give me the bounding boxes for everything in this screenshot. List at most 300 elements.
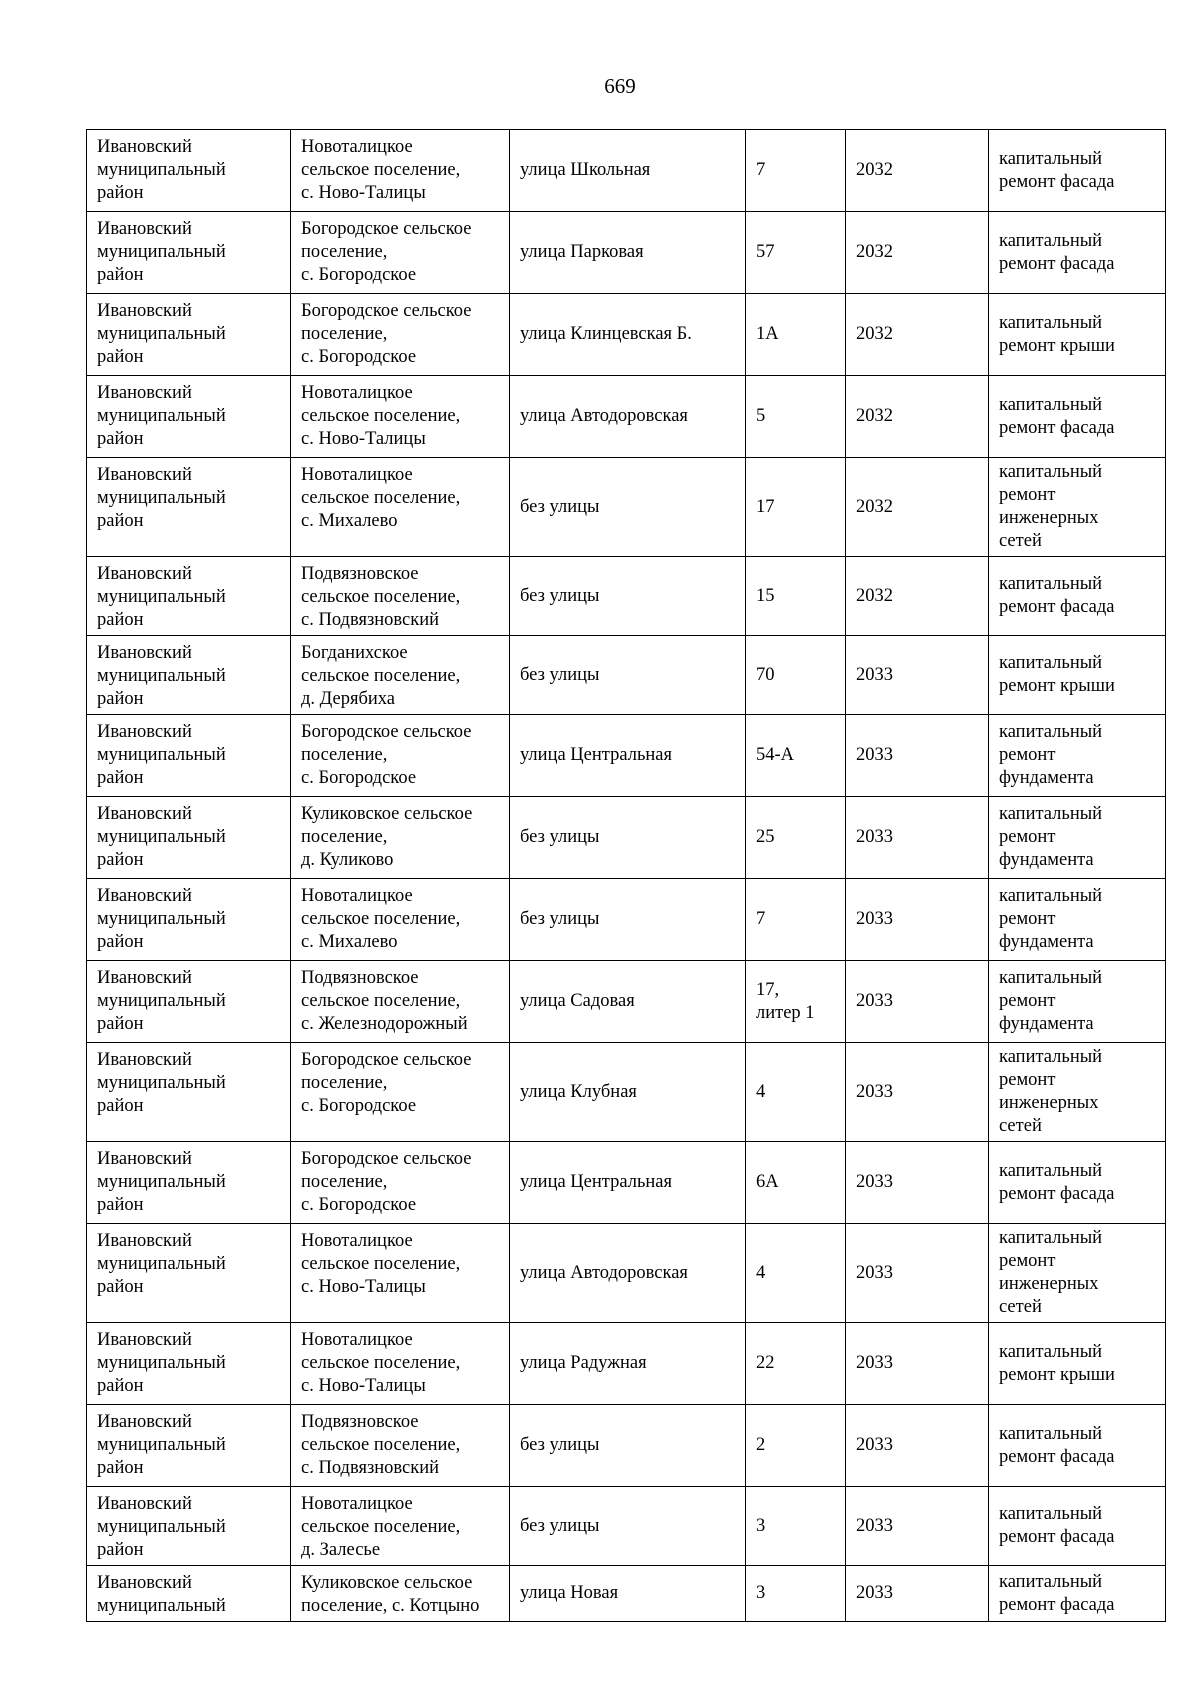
settlement-cell [291, 961, 510, 1043]
district-cell [87, 961, 291, 1043]
street-cell [510, 636, 746, 715]
district-cell-line: муниципальный [97, 587, 226, 607]
district-cell [87, 715, 291, 797]
district-cell [87, 1142, 291, 1224]
work-type-cell [989, 1224, 1166, 1323]
settlement-cell [291, 212, 510, 294]
table-row [87, 1487, 1166, 1566]
street-cell [510, 1224, 746, 1323]
district-cell-line: Ивановский [97, 137, 192, 157]
table-row [87, 458, 1166, 557]
district-cell [87, 1566, 291, 1622]
district-cell-line: Ивановский [97, 1494, 192, 1514]
street-cell-text: улица Радужная [520, 1353, 647, 1373]
district-cell-line: Ивановский [97, 722, 192, 742]
records-table [86, 129, 1166, 1622]
house-number-cell-text: 70 [756, 664, 775, 685]
settlement-cell-line: поселение, [301, 827, 388, 847]
work-type-cell [989, 961, 1166, 1043]
house-number-cell-text: 6А [756, 1172, 779, 1192]
street-cell-text: улица Центральная [520, 745, 673, 765]
work-type-cell [989, 1566, 1166, 1622]
year-cell-text: 2033 [856, 1353, 893, 1373]
settlement-cell-line: Подвязновское [301, 968, 419, 988]
street-cell [510, 961, 746, 1043]
street-cell-text: улица Парковая [520, 242, 644, 262]
district-cell-line: муниципальный [97, 1172, 226, 1192]
year-cell [846, 961, 989, 1043]
settlement-cell [291, 1043, 510, 1142]
year-cell-text: 2033 [856, 664, 893, 685]
settlement-cell-line: д. Куликово [301, 850, 394, 870]
table-row [87, 1224, 1166, 1323]
year-cell [846, 1323, 989, 1405]
house-number-cell [746, 557, 846, 636]
street-cell [510, 1405, 746, 1487]
house-number-cell-text: 15 [756, 585, 775, 606]
settlement-cell [291, 557, 510, 636]
street-cell-text: улица Школьная [520, 160, 651, 180]
settlement-cell-line: сельское поселение, [301, 406, 461, 426]
records-body [87, 130, 1166, 1622]
district-cell-line: муниципальный [97, 745, 226, 765]
work-type-cell-text: капитальный ремонт фундамента [999, 722, 1103, 788]
district-cell-line: район [97, 1195, 144, 1215]
district-cell-line: Ивановский [97, 1330, 192, 1350]
settlement-cell-line: с. Михалево [301, 511, 398, 531]
year-cell [846, 636, 989, 715]
district-cell-line: муниципальный [97, 1353, 226, 1373]
settlement-cell [291, 715, 510, 797]
district-cell [87, 1224, 291, 1323]
table-row [87, 376, 1166, 458]
house-number-cell [746, 1566, 846, 1622]
district-cell-line: район [97, 511, 144, 531]
district-cell [87, 797, 291, 879]
house-number-cell [746, 1224, 846, 1323]
district-cell-line: муниципальный [97, 1596, 226, 1616]
page-number: 669 [604, 74, 636, 98]
settlement-cell-line: с. Ново-Талицы [301, 429, 426, 449]
house-number-cell [746, 1142, 846, 1224]
house-number-cell [746, 1487, 846, 1566]
settlement-cell-line: сельское поселение, [301, 160, 461, 180]
table-row [87, 1566, 1166, 1622]
settlement-cell-line: Куликовское сельское [301, 804, 473, 824]
year-cell [846, 1142, 989, 1224]
district-cell-line: район [97, 1458, 144, 1478]
district-cell [87, 1487, 291, 1566]
house-number-cell [746, 715, 846, 797]
street-cell-text: без улицы [520, 909, 600, 929]
settlement-cell-line: сельское поселение, [301, 1254, 461, 1274]
district-cell [87, 1043, 291, 1142]
year-cell-text: 2033 [856, 909, 893, 929]
house-number-cell-text: 54-А [756, 745, 795, 765]
district-cell-line: муниципальный [97, 1517, 226, 1537]
street-cell-text: улица Клубная [520, 1081, 637, 1102]
house-number-cell [746, 376, 846, 458]
district-cell-line: район [97, 610, 144, 630]
street-cell-text: без улицы [520, 1515, 600, 1536]
district-cell-line: район [97, 1096, 144, 1116]
street-cell [510, 1142, 746, 1224]
settlement-cell-line: с. Михалево [301, 932, 398, 952]
settlement-cell [291, 879, 510, 961]
work-type-cell-text: капитальный ремонт фундамента [999, 968, 1103, 1034]
table-row [87, 879, 1166, 961]
district-cell-line: Ивановский [97, 1412, 192, 1432]
work-type-cell-text: капитальный ремонт фасада [999, 1504, 1115, 1547]
house-number-cell [746, 294, 846, 376]
table-row [87, 1142, 1166, 1224]
street-cell [510, 1566, 746, 1622]
year-cell [846, 1405, 989, 1487]
table-row [87, 636, 1166, 715]
district-cell [87, 1323, 291, 1405]
year-cell [846, 376, 989, 458]
district-cell [87, 879, 291, 961]
district-cell [87, 636, 291, 715]
settlement-cell-line: сельское поселение, [301, 909, 461, 929]
settlement-cell-line: поселение, [301, 745, 388, 765]
year-cell-text: 2032 [856, 160, 893, 180]
settlement-cell [291, 294, 510, 376]
district-cell-line: муниципальный [97, 991, 226, 1011]
year-cell-text: 2032 [856, 324, 893, 344]
table-row [87, 715, 1166, 797]
settlement-cell-line: Богданихское [301, 643, 408, 663]
street-cell [510, 458, 746, 557]
district-cell-line: муниципальный [97, 666, 226, 686]
work-type-cell-text: капитальный ремонт крыши [999, 1341, 1115, 1385]
settlement-cell-line: Куликовское сельское [301, 1573, 473, 1593]
street-cell-text: без улицы [520, 496, 600, 517]
district-cell [87, 557, 291, 636]
district-cell-line: район [97, 932, 144, 952]
street-cell [510, 557, 746, 636]
house-number-cell-text: 7 [756, 909, 766, 929]
settlement-cell [291, 376, 510, 458]
street-cell [510, 376, 746, 458]
house-number-cell-text: 25 [756, 827, 775, 847]
street-cell-text: улица Садовая [520, 991, 635, 1011]
settlement-cell-line: Богородское сельское [301, 1050, 472, 1070]
year-cell-text: 2033 [856, 1435, 893, 1455]
year-cell-text: 2033 [856, 1262, 893, 1283]
district-cell-line: муниципальный [97, 909, 226, 929]
settlement-cell [291, 636, 510, 715]
house-number-cell-text: 57 [756, 242, 775, 262]
year-cell [846, 212, 989, 294]
settlement-cell-line: Новоталицкое [301, 465, 413, 485]
year-cell [846, 557, 989, 636]
settlement-cell-line: с. Ново-Талицы [301, 183, 426, 203]
district-cell-line: муниципальный [97, 242, 226, 262]
settlement-cell-line: д. Дерябиха [301, 689, 396, 709]
district-cell-line: район [97, 1014, 144, 1034]
settlement-cell-line: Новоталицкое [301, 1494, 413, 1514]
work-type-cell [989, 294, 1166, 376]
settlement-cell-line: Новоталицкое [301, 886, 413, 906]
district-cell-line: район [97, 1277, 144, 1297]
house-number-cell-text: 1А [756, 324, 779, 344]
settlement-cell [291, 1566, 510, 1622]
settlement-cell-line: сельское поселение, [301, 991, 461, 1011]
street-cell-text: улица Автодоровская [520, 406, 688, 426]
settlement-cell-line: с. Богородское [301, 265, 417, 285]
street-cell-text: без улицы [520, 827, 600, 847]
table-row [87, 212, 1166, 294]
district-cell [87, 458, 291, 557]
settlement-cell-line: Новоталицкое [301, 1231, 413, 1251]
house-number-cell-text: 17 [756, 496, 775, 517]
house-number-cell-text: 3 [756, 1515, 766, 1536]
settlement-cell-line: с. Богородское [301, 347, 417, 367]
work-type-cell [989, 715, 1166, 797]
work-type-cell-text: капитальный ремонт инженерных сетей [999, 462, 1103, 551]
district-cell-line: Ивановский [97, 1231, 192, 1251]
house-number-cell-text: 7 [756, 160, 766, 180]
year-cell [846, 1224, 989, 1323]
house-number-cell-text: 22 [756, 1353, 775, 1373]
house-number-cell-text: 3 [756, 1583, 766, 1603]
settlement-cell [291, 458, 510, 557]
settlement-cell-line: с. Ново-Талицы [301, 1376, 426, 1396]
district-cell-line: район [97, 1376, 144, 1396]
settlement-cell [291, 797, 510, 879]
district-cell-line: район [97, 850, 144, 870]
district-cell-line: муниципальный [97, 827, 226, 847]
district-cell [87, 212, 291, 294]
work-type-cell [989, 1043, 1166, 1142]
house-number-cell-text: 17, литер 1 [756, 979, 815, 1023]
street-cell [510, 130, 746, 212]
house-number-cell [746, 797, 846, 879]
settlement-cell-line: с. Железнодорожный [301, 1014, 468, 1034]
settlement-cell-line: сельское поселение, [301, 666, 461, 686]
table-row [87, 1323, 1166, 1405]
work-type-cell [989, 376, 1166, 458]
house-number-cell-text: 4 [756, 1081, 766, 1102]
year-cell [846, 1043, 989, 1142]
district-cell-line: Ивановский [97, 643, 192, 663]
house-number-cell [746, 1043, 846, 1142]
district-cell-line: район [97, 347, 144, 367]
settlement-cell-line: с. Подвязновский [301, 610, 440, 630]
settlement-cell-line: Новоталицкое [301, 137, 413, 157]
house-number-cell [746, 961, 846, 1043]
work-type-cell [989, 557, 1166, 636]
year-cell-text: 2033 [856, 1515, 893, 1536]
district-cell-line: Ивановский [97, 1149, 192, 1169]
district-cell-line: район [97, 429, 144, 449]
year-cell [846, 715, 989, 797]
district-cell-line: муниципальный [97, 406, 226, 426]
work-type-cell-text: капитальный ремонт фасада [999, 148, 1115, 192]
table-row [87, 797, 1166, 879]
table-row [87, 961, 1166, 1043]
settlement-cell-line: сельское поселение, [301, 488, 461, 508]
street-cell-text: без улицы [520, 664, 600, 685]
settlement-cell [291, 1405, 510, 1487]
year-cell-text: 2032 [856, 496, 893, 517]
settlement-cell-line: Богородское сельское [301, 722, 472, 742]
year-cell-text: 2033 [856, 827, 893, 847]
street-cell [510, 1323, 746, 1405]
district-cell-line: муниципальный [97, 1435, 226, 1455]
work-type-cell [989, 1487, 1166, 1566]
work-type-cell-text: капитальный ремонт крыши [999, 653, 1115, 696]
district-cell-line: район [97, 689, 144, 709]
settlement-cell-line: Богородское сельское [301, 219, 472, 239]
district-cell-line: Ивановский [97, 383, 192, 403]
district-cell [87, 1405, 291, 1487]
settlement-cell-line: сельское поселение, [301, 1435, 461, 1455]
house-number-cell [746, 458, 846, 557]
work-type-cell-text: капитальный ремонт инженерных сетей [999, 1047, 1103, 1136]
street-cell [510, 879, 746, 961]
table-row [87, 557, 1166, 636]
district-cell-line: Ивановский [97, 804, 192, 824]
district-cell-line: муниципальный [97, 1073, 226, 1093]
work-type-cell-text: капитальный ремонт фасада [999, 1423, 1115, 1467]
house-number-cell [746, 1323, 846, 1405]
year-cell [846, 879, 989, 961]
settlement-cell-line: поселение, [301, 324, 388, 344]
year-cell-text: 2033 [856, 1081, 893, 1102]
year-cell-text: 2033 [856, 991, 893, 1011]
settlement-cell-line: Новоталицкое [301, 383, 413, 403]
work-type-cell [989, 458, 1166, 557]
house-number-cell [746, 130, 846, 212]
settlement-cell-line: Богородское сельское [301, 301, 472, 321]
settlement-cell [291, 1323, 510, 1405]
year-cell [846, 130, 989, 212]
settlement-cell-line: д. Залесье [301, 1540, 381, 1560]
work-type-cell [989, 636, 1166, 715]
district-cell-line: муниципальный [97, 1254, 226, 1274]
street-cell-text: без улицы [520, 585, 600, 606]
work-type-cell [989, 1323, 1166, 1405]
house-number-cell [746, 879, 846, 961]
settlement-cell-line: с. Подвязновский [301, 1458, 440, 1478]
district-cell-line: район [97, 265, 144, 285]
district-cell-line: район [97, 1540, 144, 1560]
street-cell-text: улица Автодоровская [520, 1262, 688, 1283]
settlement-cell [291, 1224, 510, 1323]
district-cell-line: район [97, 768, 144, 788]
street-cell-text: без улицы [520, 1435, 600, 1455]
work-type-cell [989, 212, 1166, 294]
district-cell-line: район [97, 183, 144, 203]
work-type-cell-text: капитальный ремонт фасада [999, 394, 1115, 438]
district-cell-line: Ивановский [97, 465, 192, 485]
work-type-cell-text: капитальный ремонт крыши [999, 312, 1115, 356]
settlement-cell-line: сельское поселение, [301, 587, 461, 607]
district-cell [87, 294, 291, 376]
district-cell-line: Ивановский [97, 1573, 192, 1593]
settlement-cell [291, 1487, 510, 1566]
settlement-cell-line: с. Богородское [301, 768, 417, 788]
year-cell-text: 2033 [856, 1583, 893, 1603]
settlement-cell-line: Богородское сельское [301, 1149, 472, 1169]
settlement-cell-line: с. Богородское [301, 1195, 417, 1215]
work-type-cell [989, 130, 1166, 212]
house-number-cell [746, 212, 846, 294]
work-type-cell-text: капитальный ремонт инженерных сетей [999, 1228, 1103, 1317]
work-type-cell [989, 797, 1166, 879]
work-type-cell-text: капитальный ремонт фундамента [999, 804, 1103, 870]
work-type-cell [989, 1405, 1166, 1487]
work-type-cell-text: капитальный ремонт фасада [999, 1571, 1115, 1615]
year-cell [846, 1566, 989, 1622]
work-type-cell-text: капитальный ремонт фасада [999, 1160, 1115, 1204]
settlement-cell [291, 1142, 510, 1224]
year-cell [846, 294, 989, 376]
work-type-cell [989, 1142, 1166, 1224]
district-cell [87, 376, 291, 458]
settlement-cell-line: сельское поселение, [301, 1517, 461, 1537]
district-cell [87, 130, 291, 212]
year-cell-text: 2032 [856, 406, 893, 426]
district-cell-line: Ивановский [97, 886, 192, 906]
work-type-cell-text: капитальный ремонт фасада [999, 230, 1115, 274]
year-cell-text: 2032 [856, 242, 893, 262]
house-number-cell-text: 5 [756, 406, 766, 426]
settlement-cell-line: поселение, [301, 1172, 388, 1192]
street-cell [510, 797, 746, 879]
settlement-cell-line: сельское поселение, [301, 1353, 461, 1373]
year-cell [846, 1487, 989, 1566]
district-cell-line: муниципальный [97, 160, 226, 180]
work-type-cell [989, 879, 1166, 961]
work-type-cell-text: капитальный ремонт фундамента [999, 886, 1103, 952]
district-cell-line: Ивановский [97, 1050, 192, 1070]
house-number-cell [746, 636, 846, 715]
district-cell-line: Ивановский [97, 968, 192, 988]
table-row [87, 294, 1166, 376]
street-cell [510, 1487, 746, 1566]
district-cell-line: муниципальный [97, 488, 226, 508]
settlement-cell-line: поселение, [301, 242, 388, 262]
table-row [87, 1405, 1166, 1487]
street-cell-text: улица Центральная [520, 1172, 673, 1192]
street-cell [510, 1043, 746, 1142]
street-cell [510, 212, 746, 294]
work-type-cell-text: капитальный ремонт фасада [999, 574, 1115, 617]
street-cell [510, 715, 746, 797]
settlement-cell-line: с. Богородское [301, 1096, 417, 1116]
settlement-cell-line: с. Ново-Талицы [301, 1277, 426, 1297]
street-cell [510, 294, 746, 376]
district-cell-line: Ивановский [97, 219, 192, 239]
street-cell-text: улица Новая [520, 1583, 619, 1603]
district-cell-line: Ивановский [97, 301, 192, 321]
settlement-cell-line: Подвязновское [301, 564, 419, 584]
district-cell-line: муниципальный [97, 324, 226, 344]
table-row [87, 130, 1166, 212]
year-cell [846, 458, 989, 557]
year-cell-text: 2032 [856, 585, 893, 606]
street-cell-text: улица Клинцевская Б. [520, 324, 692, 344]
table-row [87, 1043, 1166, 1142]
house-number-cell-text: 4 [756, 1262, 766, 1283]
district-cell-line: Ивановский [97, 564, 192, 584]
house-number-cell [746, 1405, 846, 1487]
settlement-cell-line: поселение, [301, 1073, 388, 1093]
settlement-cell-line: Подвязновское [301, 1412, 419, 1432]
